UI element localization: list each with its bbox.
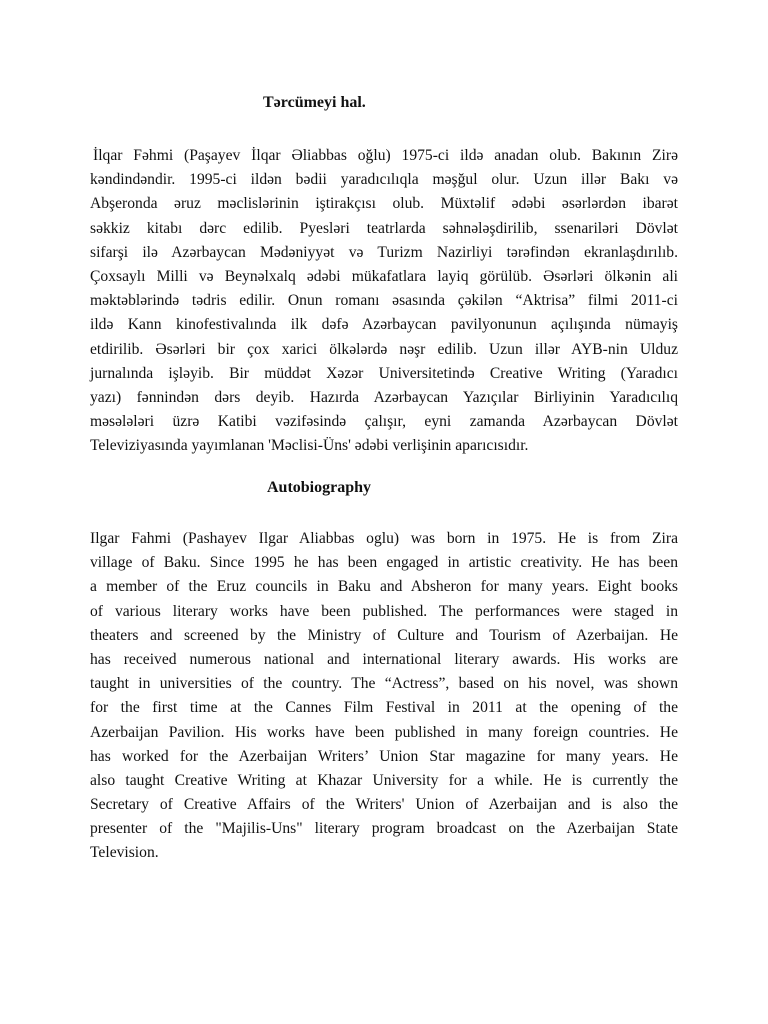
text-line: sifarşi ilə Azərbaycan Mədəniyyət və Turizm Nazirliyi tərəfindən ekranlaşdırılıb.: [90, 243, 678, 261]
text-line: jurnalında işləyib. Bir müddət Xəzər Universitetində Creative Writing (Yaradıcı: [90, 364, 678, 382]
paragraph-english: [90, 527, 678, 866]
text-line: also taught Creative Writing at Khazar University for a while. He is currently the: [90, 771, 678, 789]
text-line: has worked for the Azerbaijan Writers’ Union Star magazine for many years. He: [90, 747, 678, 765]
text-line: for the first time at the Cannes Film Festival in 2011 at the opening of the: [90, 699, 678, 717]
text-line: a member of the Eruz councils in Baku and Absheron for many years. Eight books: [90, 578, 678, 596]
text-line: İlqar Fəhmi (Paşayev İlqar Əliabbas oğlu) 1975-ci ildə anadan olub. Bakının Zirə: [93, 147, 678, 164]
text-line: of various literary works have been published. The performances were staged in: [90, 602, 678, 620]
text-line: etdirilib. Əsərləri bir çox xarici ölkələrdə nəşr edilib. Uzun illər AYB-nin Ulduz: [90, 340, 678, 358]
text-line: Azerbaijan Pavilion. His works have been published in many foreign countries. He: [90, 723, 678, 741]
text-line: məktəblərində tədris edilir. Onun romanı əsasında çəkilən “Aktrisa” filmi 2011-ci: [90, 292, 678, 310]
paragraph-azerbaijani: [90, 144, 678, 458]
text-line: Abşeronda əruz məclislərinin iştirakçısı olub. Müxtəlif ədəbi əsərlərdən ibarət: [90, 195, 678, 213]
text-line: səkkiz kitabı dərc edilib. Pyesləri teatrlarda səhnələşdirilib, ssenariləri Dövlət: [90, 219, 678, 237]
text-line: Televiziyasında yayımlanan 'Məclisi-Üns' ədəbi verlişinin aparıcısıdır.: [90, 437, 529, 455]
text-line: yazı) fənnindən dərs deyib. Hazırda Azərbaycan Yazıçılar Birliyinin Yaradıcılıq: [90, 388, 678, 406]
title-english: Autobiography: [267, 479, 372, 496]
text-line: taught in universities of the country. The “Actress”, based on his novel, was shown: [90, 675, 678, 693]
text-line: kəndindəndir. 1995-ci ildən bədii yaradıcılıqla məşğul olur. Uzun illər Bakı və: [90, 171, 678, 189]
text-line: məsələləri üzrə Katibi vəzifəsində çalışır, eyni zamanda Azərbaycan Dövlət: [90, 413, 678, 431]
title-azerbaijani: Tərcümeyi hal.: [263, 94, 366, 111]
text-line: village of Baku. Since 1995 he has been engaged in artistic creativity. He has been: [90, 554, 678, 572]
text-line: theaters and screened by the Ministry of Culture and Tourism of Azerbaijan. He: [90, 626, 678, 644]
text-line: Secretary of Creative Affairs of the Writers' Union of Azerbaijan and is also the: [90, 796, 678, 814]
text-line: has received numerous national and international literary awards. His works are: [90, 650, 678, 668]
text-line: presenter of the "Majilis-Uns" literary program broadcast on the Azerbaijan State: [90, 820, 678, 838]
text-line: Ilgar Fahmi (Pashayev Ilgar Aliabbas oglu) was born in 1975. He is from Zira: [90, 530, 678, 547]
text-line: ildə Kann kinofestivalında ilk dəfə Azərbaycan pavilyonunun açılışında nümayiş: [90, 316, 678, 334]
text-line: Television.: [90, 844, 159, 862]
text-line: Çoxsaylı Milli və Beynəlxalq ədəbi mükafatlara layiq görülüb. Əsərləri ölkənin ali: [90, 267, 678, 285]
